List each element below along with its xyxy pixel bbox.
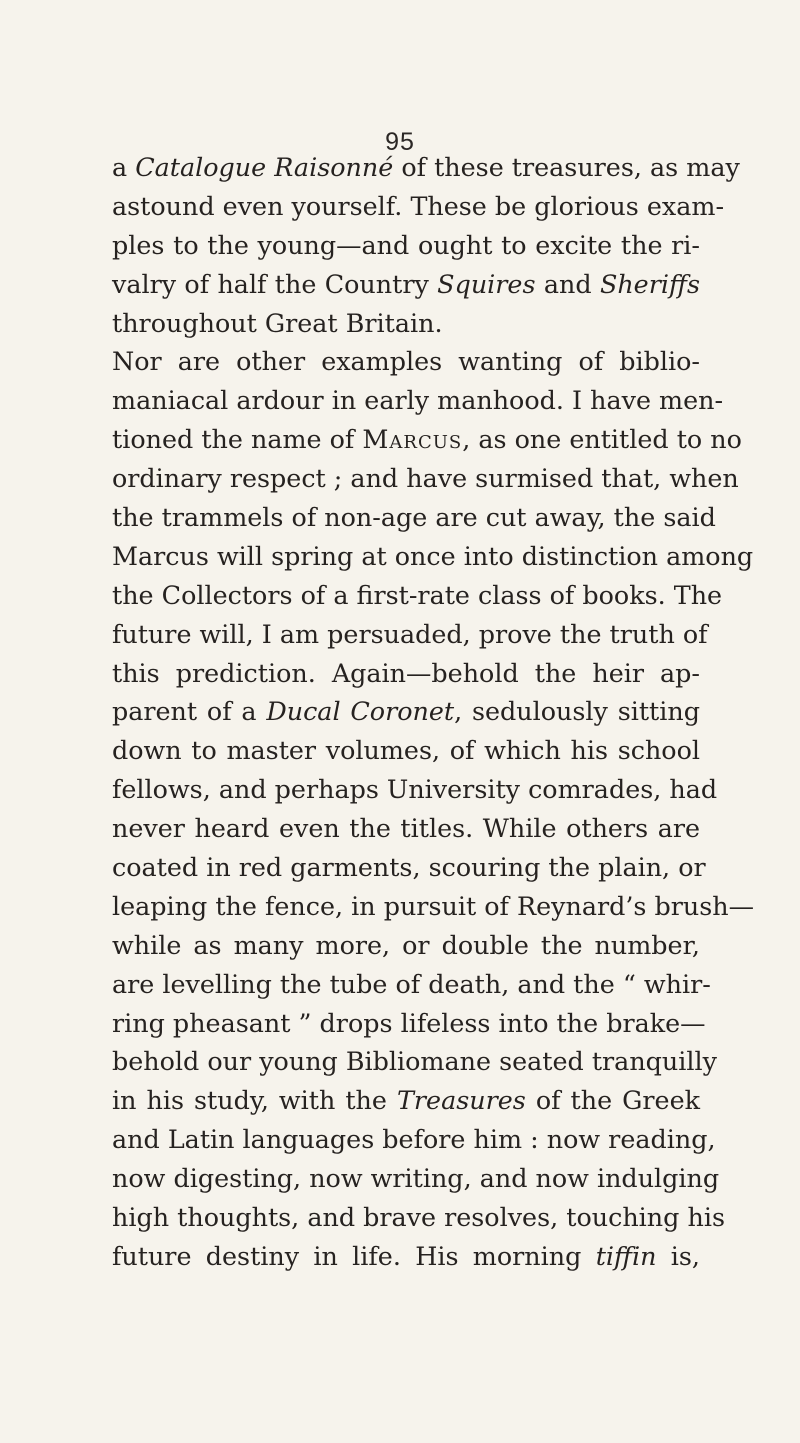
italic-text: tiffin bbox=[595, 1240, 657, 1271]
text-line bbox=[112, 304, 700, 343]
text-line bbox=[112, 459, 739, 498]
text-segment: this prediction. Again—behold the heir ap- bbox=[112, 657, 700, 688]
text-segment: and bbox=[535, 268, 600, 299]
text-line bbox=[112, 848, 706, 887]
text-segment: now digesting, now writing, and now indulging bbox=[112, 1163, 720, 1194]
text-line bbox=[112, 1042, 717, 1081]
text-line bbox=[112, 1120, 716, 1159]
text-segment: leaping the fence, in pursuit of Reynard’s brush— bbox=[112, 890, 755, 921]
text-segment: , sedulously sitting bbox=[454, 696, 700, 727]
text-segment: coated in red garments, scouring the plain, or bbox=[112, 852, 706, 883]
italic-text: Treasures bbox=[396, 1085, 526, 1116]
text-line bbox=[112, 381, 724, 420]
text-segment: the trammels of non-age are cut away, the said bbox=[112, 502, 716, 533]
text-line bbox=[112, 342, 700, 381]
italic-text: Ducal Coronet bbox=[266, 696, 455, 727]
text-line bbox=[112, 692, 700, 731]
text-segment: and Latin languages before him : now reading, bbox=[112, 1124, 716, 1155]
text-segment: of the Greek bbox=[525, 1085, 700, 1116]
text-line bbox=[112, 654, 700, 693]
text-line bbox=[112, 498, 716, 537]
text-segment: high thoughts, and brave resolves, touching his bbox=[112, 1202, 725, 1233]
text-line bbox=[112, 1004, 706, 1043]
text-line bbox=[112, 926, 700, 965]
text-line bbox=[112, 187, 725, 226]
text-segment: future destiny in life. His morning bbox=[112, 1240, 596, 1271]
text-segment: ordinary respect ; and have surmised that, when bbox=[112, 463, 739, 494]
page-number: 95 bbox=[385, 128, 415, 156]
text-line bbox=[112, 576, 723, 615]
text-line bbox=[112, 1198, 725, 1237]
text-segment: of these treasures, as may bbox=[393, 152, 740, 182]
text-line bbox=[112, 615, 708, 654]
text-segment: , as one entitled to no bbox=[462, 424, 742, 455]
small-caps-text: Marcus bbox=[362, 424, 463, 455]
text-segment: ring pheasant ” drops lifeless into the brake— bbox=[112, 1007, 706, 1038]
body-text bbox=[112, 148, 755, 1276]
text-segment: tioned the name of bbox=[112, 424, 363, 455]
text-segment: ples to the young—and ought to excite the ri- bbox=[112, 229, 700, 260]
text-segment: parent of a bbox=[112, 696, 267, 727]
text-segment: a bbox=[112, 152, 136, 182]
text-line bbox=[112, 1237, 700, 1276]
text-segment: maniacal ardour in early manhood. I have men- bbox=[112, 385, 724, 416]
text-segment: valry of half the Country bbox=[112, 268, 438, 299]
italic-text: Sheriffs bbox=[599, 268, 700, 299]
text-line bbox=[112, 265, 700, 304]
text-segment: future will, I am persuaded, prove the truth of bbox=[112, 618, 708, 649]
text-line bbox=[112, 965, 711, 1004]
text-line bbox=[112, 770, 718, 809]
text-segment: never heard even the titles. While others are bbox=[112, 813, 700, 844]
text-line bbox=[112, 731, 700, 770]
text-segment: Nor are other examples wanting of biblio- bbox=[112, 346, 700, 377]
text-line bbox=[112, 420, 742, 459]
text-line bbox=[112, 537, 754, 576]
text-segment: while as many more, or double the number, bbox=[112, 929, 700, 960]
italic-text: Squires bbox=[437, 268, 536, 299]
text-segment: Marcus will spring at once into distinction among bbox=[112, 540, 754, 571]
text-line bbox=[112, 809, 700, 848]
text-segment: in his study, with the bbox=[112, 1085, 397, 1116]
text-line bbox=[112, 1081, 700, 1120]
text-segment: astound even yourself. These be glorious exam- bbox=[112, 190, 725, 221]
text-line bbox=[112, 148, 740, 187]
text-segment: is, bbox=[656, 1240, 701, 1271]
text-segment: are levelling the tube of death, and the “ whir- bbox=[112, 968, 711, 999]
text-line bbox=[112, 887, 755, 926]
text-line bbox=[112, 226, 700, 265]
text-segment: behold our young Bibliomane seated tranquilly bbox=[112, 1046, 717, 1077]
text-segment: fellows, and perhaps University comrades, had bbox=[112, 774, 718, 805]
italic-text: Catalogue Raisonné bbox=[135, 152, 394, 182]
text-segment: down to master volumes, of which his school bbox=[112, 735, 700, 766]
text-segment: throughout Great Britain. bbox=[112, 307, 443, 338]
text-line bbox=[112, 1159, 720, 1198]
text-segment: the Collectors of a first-rate class of books. The bbox=[112, 579, 723, 610]
